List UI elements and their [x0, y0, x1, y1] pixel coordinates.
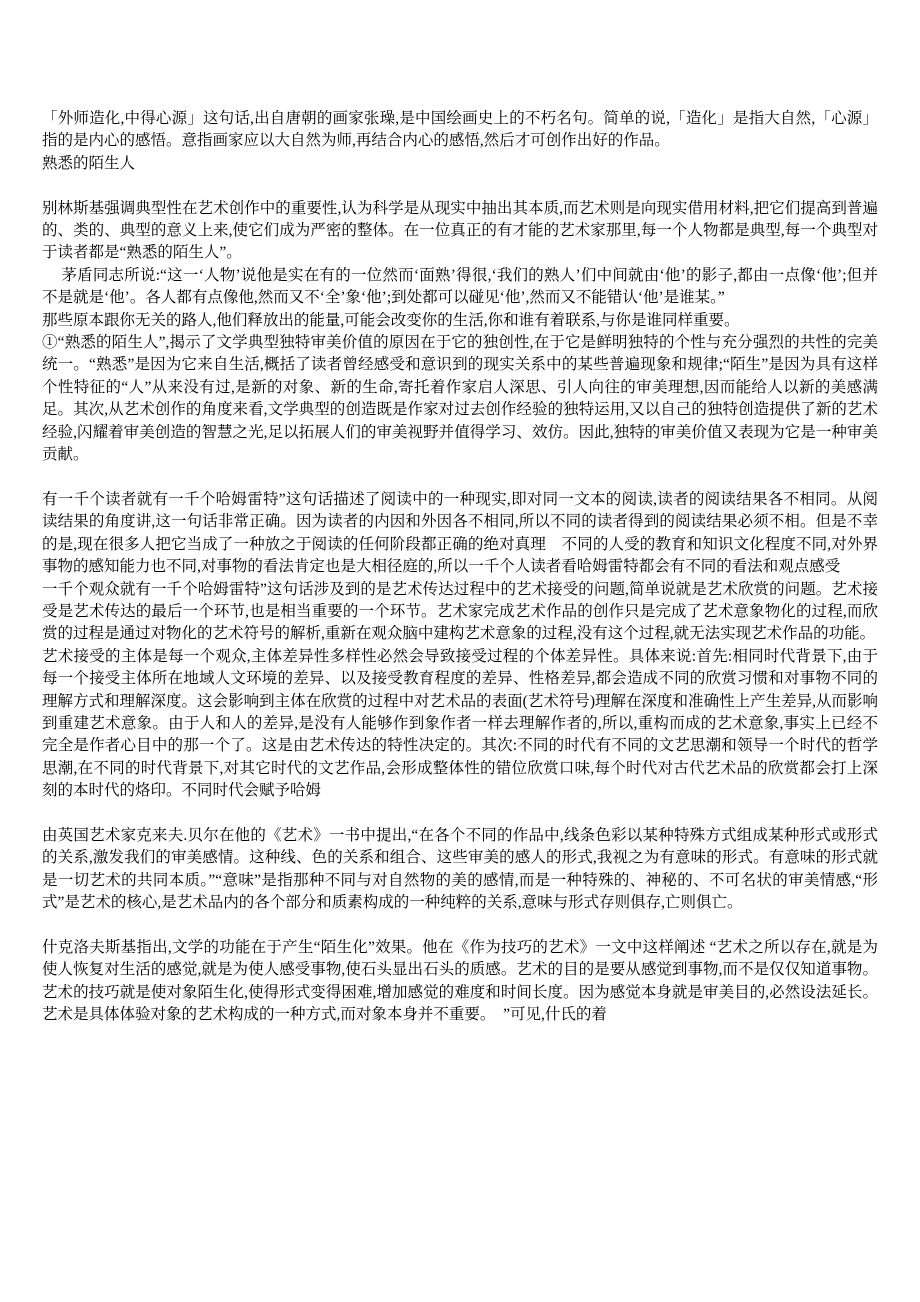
paragraph-thousand-audiences: 一千个观众就有一千个哈姆雷特”这句话涉及到的是艺术传达过程中的艺术接受的问题,简单说就是艺术欣赏的问题。艺术接受是艺术传达的最后一个环节,也是相当重要的一个环节。艺术家完成艺术作品的创作只是完成了艺术意象物化的过程,而欣赏的过程是通过对物化的艺术符号的解析,重新在观众脑中建构艺术意象的过程,没有这个过程,就无法实现艺术作品的功能。 [42, 580, 878, 643]
paragraph-aesthetic-value: ①“熟悉的陌生人”,揭示了文学典型独特审美价值的原因在于它的独创性,在于它是鲜明独特的个性与充分强烈的共性的完美统一。“熟悉”是因为它来自生活,概括了读者曾经感受和意识到的现实关系中的某些普遍现象和规律;“陌生”是因为具有这样个性特征的“人”从来没有过,是新的对象、新的生命,寄托着作家启人深思、引人向往的审美理想,因而能给人以新的美感满足。其次,从艺术创作的角度来看,文学典型的创造既是作家对过去创作经验的独特运用,又以自己的独特创造提供了新的艺术经验,闪耀着审美创造的智慧之光,足以拓展人们的审美视野并值得学习、效仿。因此,独特的审美价值又表现为它是一种审美贡献。 [42, 334, 878, 464]
heading-shuxi-de-moshengren: 熟悉的陌生人 [42, 154, 136, 172]
paragraph-clive-bell-significant-form: 由英国艺术家克来夫.贝尔在他的《艺术》一书中提出,“在各个不同的作品中,线条色彩以某种特殊方式组成某种形式或形式的关系,激发我们的审美感情。这种线、色的关系和组合、这些审美的感人的形式,我视之为有意味的形式。有意味的形式就是一切艺术的共同本质。”“意味”是指那种不同与对自然物的美的感情,而是一种特殊的、神秘的、不可名状的审美情感,“形式”是艺术的核心,是艺术品内的各个部分和质素构成的一种纯粹的关系,意味与形式存则俱存,亡则俱亡。 [42, 826, 878, 912]
paragraph-maodun-quote: 茅盾同志所说:“这一‘人物’说他是实在有的一位然而‘面熟’得很,‘我们的熟人’们中间就由‘他’的影子,都由一点像‘他’;但并不是就是‘他’。各人都有点像他,然而又不‘全’象‘他’;到处都可以碰见‘他’,然而又不能错认‘他’是谁某。” [42, 266, 878, 307]
paragraph-waishi-zaohua: 「外师造化,中得心源」这句话,出自唐朝的画家张璪,是中国绘画史上的不朽名句。简单的说,「造化」是指大自然,「心源」指的是内心的感悟。意指画家应以大自然为师,再结合内心的感悟,然后才可创作出好的作品。 [42, 110, 878, 150]
paragraph-reception-subject: 艺术接受的主体是每一个观众,主体差异性多样性必然会导致接受过程的个体差异性。具体来说:首先:相同时代背景下,由于每一个接受主体所在地域人文环境的差异、以及接受教育程度的差异、性格差异,都会造成不同的欣赏习惯和对事物不同的理解方式和理解深度。这会影响到主体在欣赏的过程中对艺术品的表面(艺术符号)理解在深度和准确性上产生差异,从而影响到重建艺术意象。由于人和人的差异,是没有人能够作到象作者一样去理解作者的,所以,重构而成的艺术意象,事实上已经不完全是作者心目中的那一个了。这是由艺术传达的特性决定的。其次:不同的时代有不同的文艺思潮和领导一个时代的哲学思潮,在不同的时代背景下,对其它时代的文艺作品,会形成整体性的错位欣赏口味,每个时代对古代艺术品的欣赏都会打上深刻的本时代的烙印。不同时代会赋予哈姆 [42, 647, 878, 800]
paragraph-strangers-energy: 那些原本跟你无关的路人,他们释放出的能量,可能会改变你的生活,你和谁有着联系,与你是谁同样重要。 [42, 311, 740, 329]
paragraph-shklovsky-defamiliarization: 什克洛夫斯基指出,文学的功能在于产生“陌生化”效果。他在《作为技巧的艺术》一文中这样阐述 “艺术之所以存在,就是为使人恢复对生活的感觉,就是为使人感受事物,使石头显出石头的质感。艺术的目的是要从感觉到事物,而不是仅仅知道事物。艺术的技巧就是使对象陌生化,使得形式变得困难,增加感觉的难度和时间长度。因为感觉本身就是审美目的,必然设法延长。艺术是具体体验对象的艺术构成的一种方式,而对象本身并不重要。 ”可见,什氏的着 [42, 938, 878, 1024]
paragraph-thousand-readers: 有一千个读者就有一千个哈姆雷特”这句话描述了阅读中的一种现实,即对同一文本的阅读,读者的阅读结果各不相同。从阅读结果的角度讲,这一句话非常正确。因为读者的内因和外因各不相同,所以不同的读者得到的阅读结果必须不相。但是不幸的是,现在很多人把它当成了一种放之于阅读的任何阶段都正确的绝对真理 不同的人受的教育和知识文化程度不同,对外界事物的感知能力也不同,对事物的看法肯定也是大相径庭的,所以一千个人读者看哈姆雷特都会有不同的看法和观点感受 [42, 490, 878, 576]
paragraph-belinsky-typicality: 别林斯基强调典型性在艺术创作中的重要性,认为科学是从现实中抽出其本质,而艺术则是向现实借用材料,把它们提高到普遍的、类的、典型的意义上来,使它们成为严密的整体。在一位真正的有才能的艺术家那里,每一个人物都是典型,每一个典型对于读者都是“熟悉的陌生人”。 [42, 199, 878, 262]
